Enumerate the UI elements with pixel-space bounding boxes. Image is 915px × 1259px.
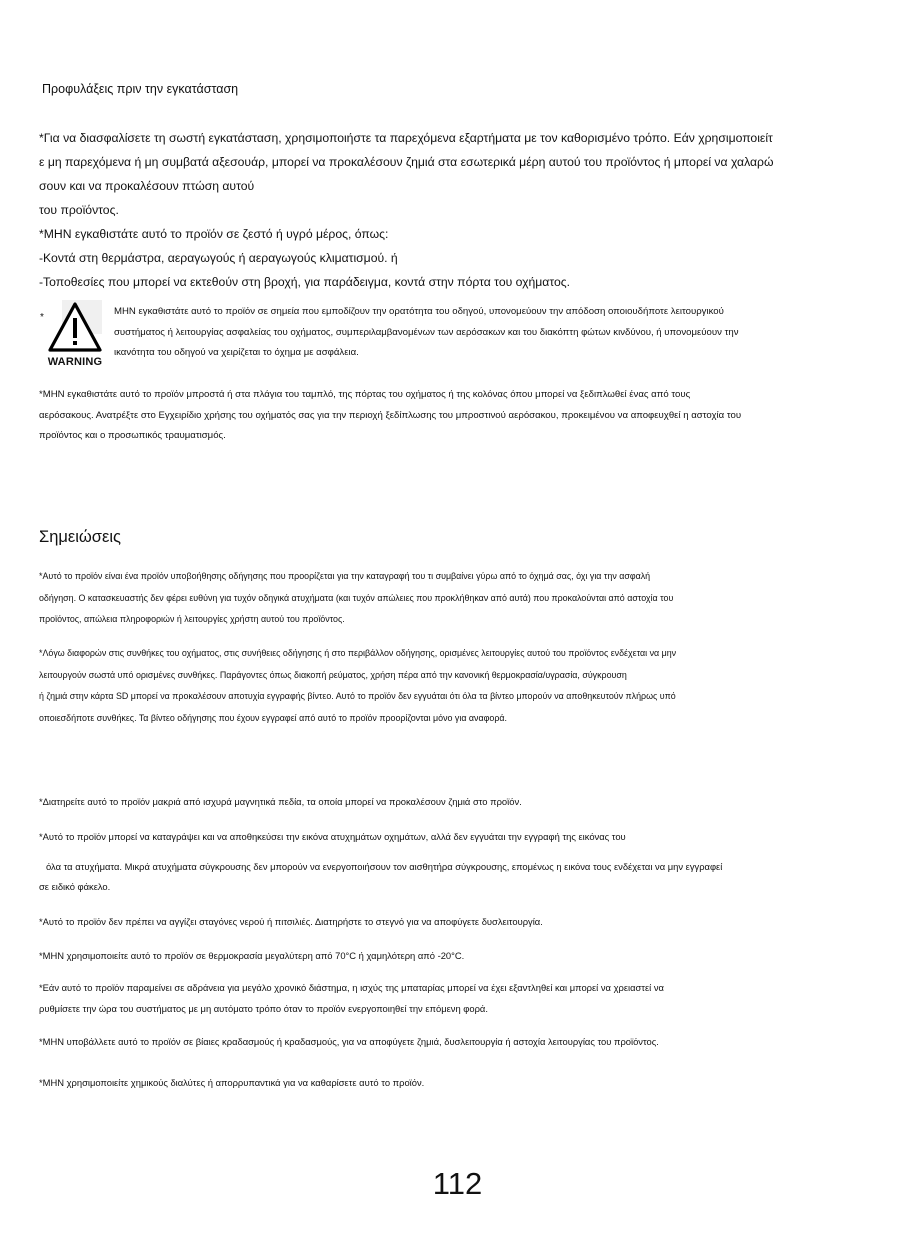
text-line: *ΜΗΝ εγκαθιστάτε αυτό το προϊόν σε ζεστό ή υγρό μέρος, όπως: [39,227,389,241]
note-magnetic: *Διατηρείτε αυτό το προϊόν μακριά από ισχυρά μαγνητικά πεδία, τα οποία μπορεί να προκαλέσουν ζημιά στο προϊόν. [39,796,522,807]
precautions-heading: Προφυλάξεις πριν την εγκατάσταση [42,82,239,96]
note-recording-line-2: όλα τα ατυχήματα. Μικρά ατυχήματα σύγκρουσης δεν μπορούν να ενεργοποιήσουν τον αισθητήρα σύγκρουσης, επομένως η εικόνα τους ενδέχεται να μην εγγραφεί [46,861,723,872]
text-line: λειτουργούν σωστά υπό ορισμένες συνθήκες. Παράγοντες όπως διακοπή ρεύματος, χρήση πέρα από την κανονική θερμοκρασία/υγρασία, σύγκρουση [39,669,627,680]
notes-heading: Σημειώσεις [39,528,121,546]
text-line: -Κοντά στη θερμάστρα, αεραγωγούς ή αεραγωγούς κλιματισμού. ή [39,251,398,265]
text-line: *Αυτό το προϊόν είναι ένα προϊόν υποβοήθησης οδήγησης που προορίζεται για την καταγραφή του τι συμβαίνει γύρω από το όχημά σας, όχι για την ασφαλή [39,571,651,581]
note-recording-line-3: σε ειδικό φάκελο. [39,881,111,892]
warning-badge [44,300,106,370]
note-temperature: *ΜΗΝ χρησιμοποιείτε αυτό το προϊόν σε θερμοκρασία μεγαλύτερη από 70°C ή χαμηλότερη από -20°C. [39,950,465,961]
text-line: ή ζημιά στην κάρτα SD μπορεί να προκαλέσουν αποτυχία εγγραφής βίντεο. Αυτό το προϊόν δεν εγγυάται ότι όλα τα βίντεο μπορούν να αποθηκευτούν πλήρως υπό [39,691,676,701]
text-line: *Λόγω διαφορών στις συνθήκες του οχήματος, στις συνήθειες οδήγησης ή στο περιβάλλον οδήγησης, ορισμένες λειτουργίες αυτού του προϊόντος ενδέχεται να μην [39,648,677,658]
note-water: *Αυτό το προϊόν δεν πρέπει να αγγίζει σταγόνες νερού ή πιτσιλιές. Διατηρήστε το στεγνό για να αποφύγετε δυσλειτουργία. [39,916,543,927]
page-number: 112 [432,1166,483,1201]
note-vibration: *ΜΗΝ υποβάλλετε αυτό το προϊόν σε βίαιες κραδασμούς ή κραδασμούς, για να αποφύγετε ζημιά, δυσλειτουργία ή αστοχία λειτουργίας του προϊόντος. [39,1036,659,1047]
note-battery-line-2: ρυθμίσετε την ώρα του συστήματος με μη αυτόματο τρόπο όταν το προϊόν ενεργοποιηθεί την επόμενη φορά. [39,1003,488,1014]
text-line: σουν και να προκαλέσουν πτώση αυτού [39,179,255,193]
text-line: -Τοποθεσίες που μπορεί να εκτεθούν στη βροχή, για παράδειγμα, κοντά στην πόρτα του οχήματος. [39,275,571,289]
note-battery-line-1: *Εάν αυτό το προϊόν παραμείνει σε αδράνεια για μεγάλο χρονικό διάστημα, η ισχύς της μπαταρίας μπορεί να έχει εξαντληθεί και μπορεί να χρειαστεί να [39,982,664,993]
text-line: προϊόντος, απώλεια πληροφοριών ή λειτουργίες χρήστη αυτού του προϊόντος. [39,614,345,624]
note-recording-line-1: *Αυτό το προϊόν μπορεί να καταγράψει και να αποθηκεύσει την εικόνα ατυχημάτων οχημάτων, αλλά δεν εγγυάται την εγγραφή της εικόνας του [39,831,626,842]
warning-asterisk: * [40,312,44,323]
text-line: *ΜΗΝ εγκαθιστάτε αυτό το προϊόν μπροστά ή στα πλάγια του ταμπλό, της πόρτας του οχήματος ή της κολόνας όπου μπορεί να ξεδιπλωθεί ένας από τους [39,389,691,400]
notes-block-1 [39,566,673,631]
note-chemical: *ΜΗΝ χρησιμοποιείτε χημικούς διαλύτες ή απορρυπαντικά για να καθαρίσετε αυτό το προϊόν. [39,1077,425,1088]
warning-text [114,302,739,364]
text-line: οποιεσδήποτε συνθήκες. Τα βίντεο οδήγησης που έχουν εγγραφεί από αυτό το προϊόν προορίζονται μόνο για αναφορά. [39,712,507,723]
warning-label: WARNING [47,356,103,368]
notes-block-2 [39,643,676,729]
text-line: ε μη παρεχόμενα ή μη συμβατά αξεσουάρ, μπορεί να προκαλέσουν ζημιά στα εσωτερικά μέρη αυτού του προϊόντος ή μπορεί να χαλαρώ [39,155,774,169]
text-line: ικανότητα του οδηγού να χειρίζεται το όχημα με ασφάλεια. [114,347,359,358]
text-line: προϊόντος και ο προσωπικός τραυματισμός. [39,430,226,441]
warning-triangle-icon [44,300,106,356]
text-line: συστήματος ή λειτουργίας ασφαλείας του οχήματος, συμπεριλαμβανομένων των αερόσακων και του διακόπτη φώτων κινδύνου, ή υπονομεύουν την [114,326,739,338]
text-line: του προϊόντος. [39,203,119,217]
text-line: οδήγηση. Ο κατασκευαστής δεν φέρει ευθύνη για τυχόν οδηγικά ατυχήματα (και τυχόν απώλειες που προκλήθηκαν από αυτά) που προκαλούνται από αστοχία του [39,592,674,603]
precautions-paragraph-2 [39,385,741,447]
text-line: *Για να διασφαλίσετε τη σωστή εγκατάσταση, χρησιμοποιήστε τα παρεχόμενα εξαρτήματα με τον καθορισμένο τρόπο. Εάν χρησιμοποιείτ [39,131,773,145]
precautions-paragraph-1 [39,126,773,294]
text-line: αερόσακους. Ανατρέξτε στο Εγχειρίδιο χρήσης του οχήματός σας για την περιοχή ξεδίπλωσης του μπροστινού αερόσακου, προκειμένου να αποφευχθεί η αστοχία του [39,409,742,421]
text-line: ΜΗΝ εγκαθιστάτε αυτό το προϊόν σε σημεία που εμποδίζουν την ορατότητα του οδηγού, υπονομεύουν την απόδοση οποιουδήποτε λειτουργικού [114,306,724,317]
